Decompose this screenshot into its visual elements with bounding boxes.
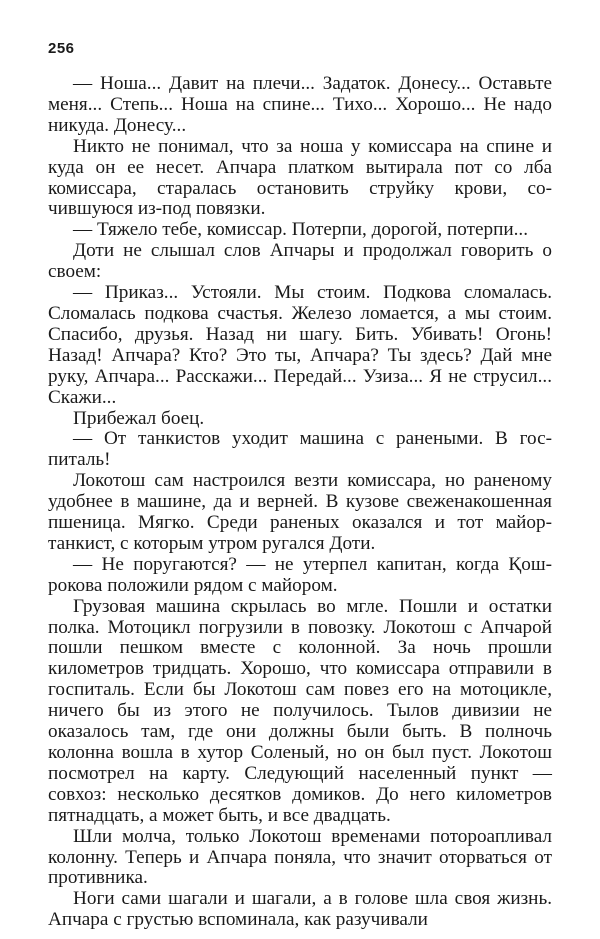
paragraph: Доти не слышал слов Апчары и продолжал говорить о своем: (48, 240, 552, 283)
paragraph: — Не поругаются? — не утерпел капитан, когда Қошрокова положили рядом с майором. (48, 553, 552, 596)
paragraph: — Ноша... Давит на плечи... Задаток. Донесу... Оставьте меня... Степь... Ноша на спине... Тихо... Хорошо... Не надо никуда. Донесу... (48, 73, 552, 136)
paragraph: — Тяжело тебе, комиссар. Потерпи, дорогой, потерпи... (73, 219, 529, 241)
paragraph: Прибежал боец. (73, 407, 205, 429)
paragraph: Шли молча, только Локотош временами потороапливал колонну. Теперь и Апчара поняла, что значит оторваться от противника. (48, 825, 552, 889)
paragraph: Никто не понимал, что за ноша у комиссара на спине и куда он ее несет. Апчара платком вытирала пот со лба комиссара, старалась остановить струйку крови, сочившуюся из-под повязки. (48, 135, 552, 220)
paragraph: Локотош сам настроился везти комиссара, но раненому удобнее в машине, да и верней. В кузове свеженакошенная пшеница. Мягко. Среди раненых оказался и тот майор-танкист, с которым утром ругался Доти. (48, 470, 552, 554)
page-number: 256 (48, 40, 75, 57)
paragraph: Ноги сами шагали и шагали, а в голове шла своя жизнь. Апчара с грустью вспоминала, как разучивали (48, 888, 552, 931)
paragraph: — Приказ... Устояли. Мы стоим. Подкова сломалась. Сломалась подкова счастья. Железо ломается, а мы стоим. Спасибо, друзья. Назад ни шагу. Бить. Убивать! Огонь! Назад! Апчара? Кто? Это ты, Апчара? Ты здесь? Дай мне руку, Апчара... Расскажи... Передай... Узиза... Я не струсил... Скажи... (48, 282, 552, 408)
page-text (48, 74, 552, 931)
paragraph: Грузовая машина скрылась во мгле. Пошли и остатки полка. Мотоцикл погрузили в повозку. Локотош с Апчарой пошли пешком вместе с колонной. За ночь прошли километров тридцать. Хорошо, что комиссара отправили в госпиталь. Если бы Локотош сам повез его на мотоцикле, ничего бы из этого не получилось. Тылов дивизии не оказалось там, где они должны были быть. В полночь колонна вошла в хутор Соленый, но он был пуст. Локотош посмотрел на карту. Следующий населенный пункт — совхоз: несколько десятков домиков. До него километров пятнадцать, а может быть, и все двадцать. (48, 595, 552, 826)
paragraph: — От танкистов уходит машина с ранеными. В госпиталь! (48, 428, 552, 471)
